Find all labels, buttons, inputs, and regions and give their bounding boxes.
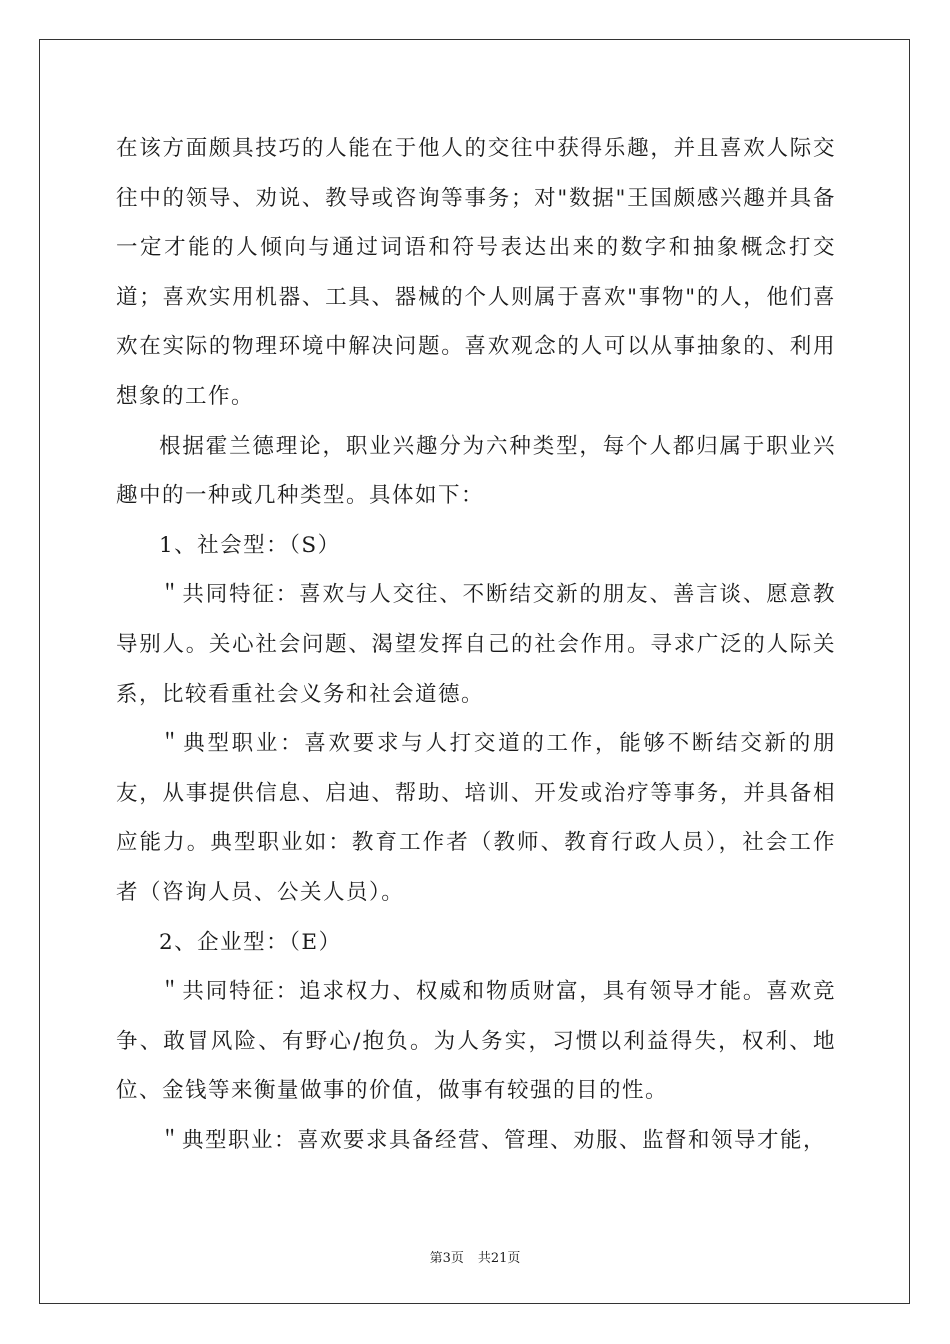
section-heading-enterprise: 2、企业型：（E）	[159, 929, 342, 955]
page-footer	[0, 1247, 950, 1266]
paragraph-social-traits: ＂共同特征：喜欢与人交往、不断结交新的朋友、善言谈、愿意教导别人。关心社会问题、渴望发挥自己的社会作用。寻求广泛的人际关系，比较看重社会义务和社会道德。	[116, 582, 836, 707]
paragraph-enterprise-traits: ＂共同特征：追求权力、权威和物质财富，具有领导才能。喜欢竞争、敢冒风险、有野心/抱负。为人务实，习惯以利益得失，权利、地位、金钱等来衡量做事的价值，做事有较强的目的性。	[116, 979, 836, 1104]
paragraph-2: 根据霍兰德理论，职业兴趣分为六种类型，每个人都归属于职业兴趣中的一种或几种类型。具体如下：	[116, 433, 836, 509]
page-total: 共21页	[477, 1251, 521, 1266]
paragraph-social-jobs: ＂典型职业：喜欢要求与人打交道的工作，能够不断结交新的朋友，从事提供信息、启迪、帮助、培训、开发或治疗等事务，并具备相应能力。典型职业如：教育工作者（教师、教育行政人员），社会工作者（咨询人员、公关人员）。	[116, 731, 836, 905]
paragraph-1: 在该方面颇具技巧的人能在于他人的交往中获得乐趣，并且喜欢人际交往中的领导、劝说、教导或咨询等事务；对"数据"王国颇感兴趣并具备一定才能的人倾向与通过词语和符号表达出来的数字和抽象概念打交道；喜欢实用机器、工具、器械的个人则属于喜欢"事物"的人，他们喜欢在实际的物理环境中解决问题。喜欢观念的人可以从事抽象的、利用想象的工作。	[116, 136, 836, 409]
section-heading-social: 1、社会型：（S）	[159, 532, 341, 558]
document-body	[116, 124, 836, 1165]
paragraph-enterprise-jobs: ＂典型职业：喜欢要求具备经营、管理、劝服、监督和领导才能，	[159, 1127, 827, 1153]
page-number: 第3页	[429, 1251, 464, 1266]
